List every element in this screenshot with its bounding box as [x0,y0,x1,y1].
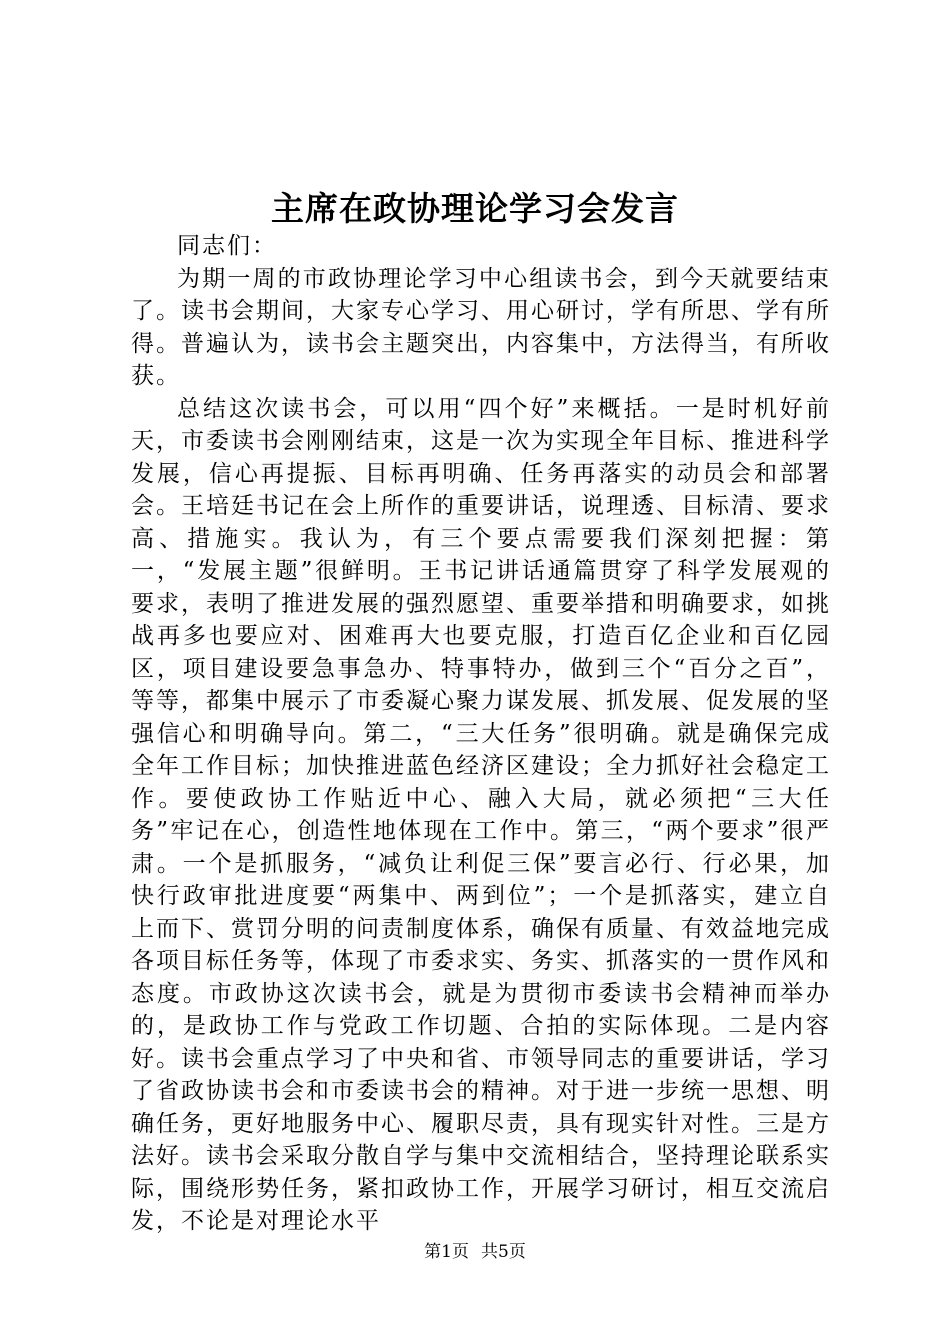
document-title: 主席在政协理论学习会发言 [271,189,679,228]
page-number: 第1页 [424,1242,469,1262]
salutation: 同志们： [177,233,277,259]
paragraph-1: 为期一周的市政协理论学习中心组读书会，到今天就要结束了。读书会期间，大家专心学习、用心研讨，学有所思、学有所得。普遍认为，读书会主题突出，内容集中，方法得当，有所收获。 [131,265,831,389]
page-total: 共5页 [481,1242,526,1262]
page-footer [0,1240,950,1264]
paragraph-2: 总结这次读书会，可以用“四个好”来概括。一是时机好前天，市委读书会刚刚结束，这是一次为实现全年目标、推进科学发展，信心再提振、目标再明确、任务再落实的动员会和部署会。王培廷书记在会上所作的重要讲话，说理透、目标清、要求高、措施实。我认为，有三个要点需要我们深刻把握：第一，“发展主题”很鲜明。王书记讲话通篇贯穿了科学发展观的要求，表明了推进发展的强烈愿望、重要举措和明确要求，如挑战再多也要应对、困难再大也要克服，打造百亿企业和百亿园区，项目建设要急事急办、特事特办，做到三个“百分之百”，等等，都集中展示了市委凝心聚力谋发展、抓发展、促发展的坚强信心和明确导向。第二，“三大任务”很明确。就是确保完成全年工作目标；加快推进蓝色经济区建设；全力抓好社会稳定工作。要使政协工作贴近中心、融入大局，就必须把“三大任务”牢记在心，创造性地体现在工作中。第三，“两个要求”很严肃。一个是抓服务，“减负让利促三保”要言必行、行必果，加快行政审批进度要“两集中、两到位”；一个是抓落实，建立自上而下、赏罚分明的问责制度体系，确保有质量、有效益地完成各项目标任务等，体现了市委求实、务实、抓落实的一贯作风和态度。市政协这次读书会，就是为贯彻市委读书会精神而举办的，是政协工作与党政工作切题、合拍的实际体现。二是内容好。读书会重点学习了中央和省、市领导同志的重要讲话，学习了省政协读书会和市委读书会的精神。对于进一步统一思想、明确任务，更好地服务中心、履职尽责，具有现实针对性。三是方法好。读书会采取分散自学与集中交流相结合，坚持理论联系实际，围绕形势任务，紧扣政协工作，开展学习研讨，相互交流启发，不论是对理论水平 [131,395,831,1234]
document-body [131,230,831,1238]
